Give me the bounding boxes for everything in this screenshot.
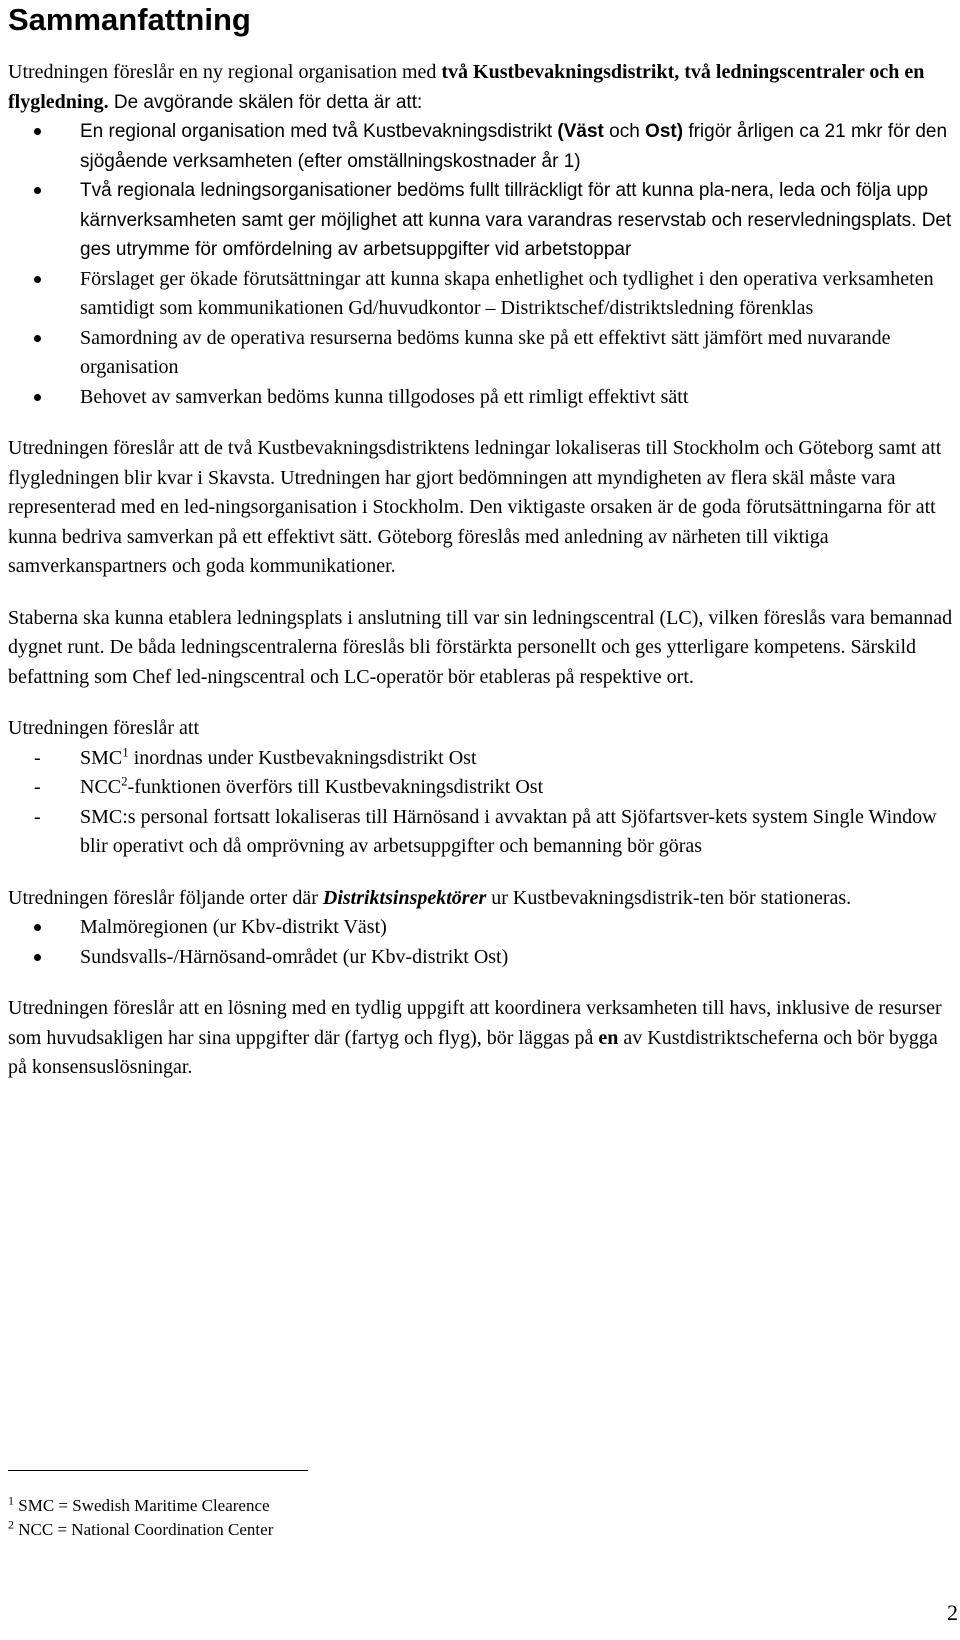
list-item: Behovet av samverkan bedöms kunna tillgodoses på ett rimligt effektivt sätt <box>8 383 958 413</box>
bullet-icon <box>34 924 41 931</box>
intro-text-cont: De avgörande skälen för detta är att: <box>108 91 423 113</box>
list-item: En regional organisation med två Kustbevakningsdistrikt (Väst och Ost) frigör årligen ca 21 mkr för den sjögående verksamheten (efter omställningskostnader år 1) <box>8 117 958 176</box>
list-item: Samordning av de operativa resurserna bedöms kunna ske på ett effektivt sätt jämfört med nuvarande organisation <box>8 324 958 383</box>
dash-marker: - <box>34 776 41 798</box>
bullet-icon <box>34 335 41 342</box>
footnote-divider <box>8 1470 308 1471</box>
bullet-icon <box>34 394 41 401</box>
page-number: 2 <box>947 1600 958 1625</box>
emphasis-text: Distriktsinspektörer <box>322 886 487 909</box>
coordination-paragraph: Utredningen föreslår att en lösning med en tydlig uppgift att koordinera verksamheten till havs, inklusive de resurser som huvudsakligen har sina uppgifter där (fartyg och flyg), bör läggas på en av Kustdistriktscheferna och bör bygga på konsensuslösningar. <box>8 997 942 1078</box>
footnotes <box>8 1494 273 1542</box>
list-item: Två regionala ledningsorganisationer bedöms fullt tillräckligt för att kunna pla-nera, leda och följa upp kärnverksamheten samt ger möjlighet att kunna vara varandras reservstab och reservledningsplats. Det ges utrymme för omfördelning av arbetsuppgifter vid arbetstoppar <box>8 176 958 265</box>
list-item: - SMC:s personal fortsatt lokaliseras till Härnösand i avvaktan på att Sjöfartsver-kets system Single Window blir operativt och då omprövning av arbetsuppgifter och bemanning bör göras <box>8 803 958 862</box>
bullet-icon <box>34 276 41 283</box>
list-item: Sundsvalls-/Härnösand-området (ur Kbv-distrikt Ost) <box>8 943 958 973</box>
location-paragraph: Utredningen föreslår att de två Kustbevakningsdistriktens ledningar lokaliseras till Stockholm och Göteborg samt att flygledningen blir kvar i Skavsta. Utredningen har gjort bedömningen att myndigheten av flera skäl måste vara representerad med en led-ningsorganisation i Stockholm. Den viktigaste orsaken är de goda förutsättningarna för att kunna bedriva samverkan på ett effektivt sätt. Göteborg föreslås med anledning av närheten till viktiga samverkanspartners och goda kommunikationer. <box>8 437 942 577</box>
reasons-list <box>8 117 958 412</box>
dash-marker: - <box>34 746 41 769</box>
proposal-intro: Utredningen föreslår att <box>8 717 200 739</box>
proposal-list <box>8 744 958 862</box>
list-item: Förslaget ger ökade förutsättningar att kunna skapa enhetlighet och tydlighet i den operativa verksamheten samtidigt som kommunikationen Gd/huvudkontor – Distriktschef/distriktsledning förenklas <box>8 265 958 324</box>
locations-list <box>8 913 958 972</box>
bullet-icon <box>34 954 41 961</box>
intro-text: Utredningen föreslår en ny regional organisation med <box>8 61 442 83</box>
document-page <box>8 0 958 1625</box>
inspectors-paragraph: Utredningen föreslår följande orter där Distriktsinspektörer ur Kustbevakningsdistrik-ten bör stationeras. <box>8 886 852 909</box>
list-item: - NCC$^2$-funktionen överförs till Kustbevakningsdistrikt Ost <box>8 773 958 803</box>
list-item: Malmöregionen (ur Kbv-distrikt Väst) <box>8 913 958 943</box>
staff-paragraph: Staberna ska kunna etablera ledningsplats i anslutning till var sin ledningscentral (LC), vilken föreslås vara bemannad dygnet runt. De båda ledningscentralerna föreslås bli förstärkta personellt och ges ytterligare kompetens. Särskild befattning som Chef led-ningscentral och LC-operatör bör etableras på respektive ort. <box>8 606 953 688</box>
footnote-ref[interactable]: 1 <box>122 743 129 759</box>
bullet-icon <box>34 128 41 135</box>
dash-marker: - <box>34 805 41 828</box>
page-title: Sammanfattning <box>8 2 251 37</box>
intro-bold-text: två Kustbevakningsdistrikt, två ledningscentraler och en flygledning. <box>8 61 925 113</box>
intro-paragraph <box>8 58 958 117</box>
bullet-icon <box>34 187 41 194</box>
footnote-1: $^1$ SMC = Swedish Maritime Clearence <box>8 1493 270 1515</box>
list-item: - SMC$^1$ inordnas under Kustbevakningsdistrikt Ost <box>8 744 958 774</box>
footnote-2: $^2$ NCC = National Coordination Center <box>8 1517 274 1539</box>
footnote-ref[interactable]: 2 <box>121 773 128 789</box>
